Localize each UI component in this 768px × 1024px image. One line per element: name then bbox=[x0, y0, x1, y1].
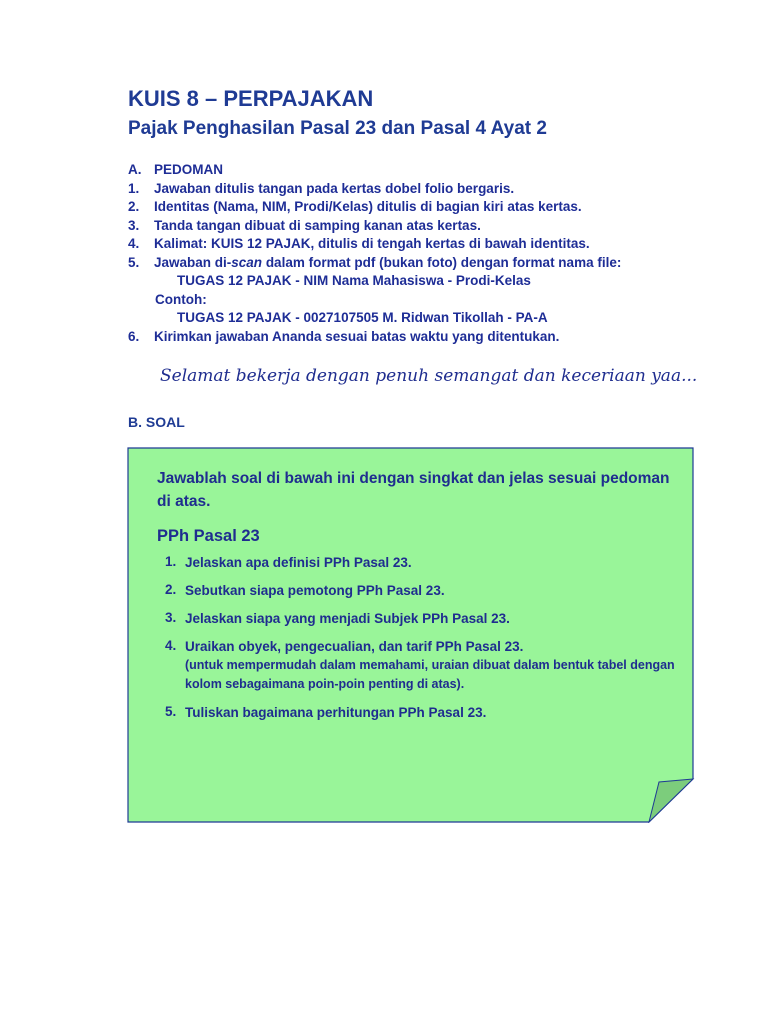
list-item bbox=[128, 198, 728, 217]
example-file-name: TUGAS 12 PAJAK - 0027107505 M. Ridwan Tikollah - PA-A bbox=[177, 310, 548, 326]
item-text: Jawaban ditulis tangan pada kertas dobel folio bergaris. bbox=[154, 180, 515, 196]
list-item bbox=[128, 253, 728, 272]
question-list bbox=[157, 554, 677, 722]
page-subtitle: Pajak Penghasilan Pasal 23 dan Pasal 4 Ayat 2 bbox=[128, 118, 547, 139]
pedoman-heading bbox=[128, 160, 728, 179]
section-soal-heading: B. SOAL bbox=[128, 414, 185, 430]
question-text: Jelaskan siapa yang menjadi Subjek PPh Pasal 23. bbox=[185, 611, 510, 626]
list-item bbox=[128, 235, 728, 254]
example-label: Contoh: bbox=[155, 291, 207, 307]
question-text: Tuliskan bagaimana perhitungan PPh Pasal 23. bbox=[185, 705, 487, 720]
page-title: KUIS 8 – PERPAJAKAN bbox=[128, 86, 374, 111]
section-a-title: PEDOMAN bbox=[154, 162, 224, 177]
question-note-text: (untuk mempermudah dalam memahami, uraian dibuat dalam bentuk tabel dengan kolom sebagaimana poin-poin penting di atas). bbox=[185, 658, 675, 691]
question-text: Uraikan obyek, pengecualian, dan tarif PPh Pasal 23. bbox=[185, 639, 524, 654]
item-number: 2. bbox=[128, 199, 140, 215]
note-content bbox=[157, 467, 677, 732]
item-text: Identitas (Nama, NIM, Prodi/Kelas) ditulis di bagian kiri atas kertas. bbox=[154, 199, 582, 215]
item-number: 1. bbox=[128, 180, 140, 196]
question-text: Sebutkan siapa pemotong PPh Pasal 23. bbox=[185, 583, 445, 598]
item-text-italic: scan bbox=[231, 254, 263, 270]
question-item bbox=[157, 610, 677, 628]
list-item bbox=[128, 216, 728, 235]
question-item bbox=[157, 582, 677, 600]
list-item bbox=[128, 327, 728, 346]
item-text bbox=[154, 255, 621, 270]
question-number: 1. bbox=[165, 554, 177, 569]
item-number: 4. bbox=[128, 236, 140, 252]
item-text: Kalimat: KUIS 12 PAJAK, ditulis di tengah kertas di bawah identitas. bbox=[154, 236, 590, 252]
question-number: 4. bbox=[165, 638, 177, 653]
question-note bbox=[127, 447, 695, 823]
section-a-marker: A. bbox=[128, 162, 142, 177]
item-text: Tanda tangan dibuat di samping kanan atas kertas. bbox=[154, 217, 481, 233]
question-item bbox=[157, 638, 677, 694]
item-number: 6. bbox=[128, 328, 140, 344]
pedoman-list bbox=[128, 179, 728, 272]
pedoman-list-continued bbox=[128, 327, 728, 346]
item-number: 3. bbox=[128, 217, 140, 233]
item-text-post: dalam format pdf (bukan foto) dengan format nama file: bbox=[262, 254, 622, 270]
question-text: Jelaskan apa definisi PPh Pasal 23. bbox=[185, 555, 412, 570]
item-number: 5. bbox=[128, 254, 140, 270]
item-text-pre: Jawaban di- bbox=[154, 254, 232, 270]
question-number: 3. bbox=[165, 610, 177, 625]
motto-text: Selamat bekerja dengan penuh semangat dan keceriaan yaa... bbox=[160, 366, 698, 386]
question-number: 5. bbox=[165, 704, 177, 719]
instruction-text: Jawablah soal di bawah ini dengan singkat dan jelas sesuai pedoman di atas. bbox=[157, 470, 670, 510]
question-item bbox=[157, 704, 677, 722]
section-pedoman bbox=[128, 160, 728, 346]
item-text: Kirimkan jawaban Ananda sesuai batas waktu yang ditentukan. bbox=[154, 328, 560, 344]
question-number: 2. bbox=[165, 582, 177, 597]
list-item bbox=[128, 179, 728, 198]
question-item bbox=[157, 554, 677, 572]
pph-23-heading: PPh Pasal 23 bbox=[157, 527, 260, 545]
file-name-format: TUGAS 12 PAJAK - NIM Nama Mahasiswa - Prodi-Kelas bbox=[177, 273, 531, 289]
